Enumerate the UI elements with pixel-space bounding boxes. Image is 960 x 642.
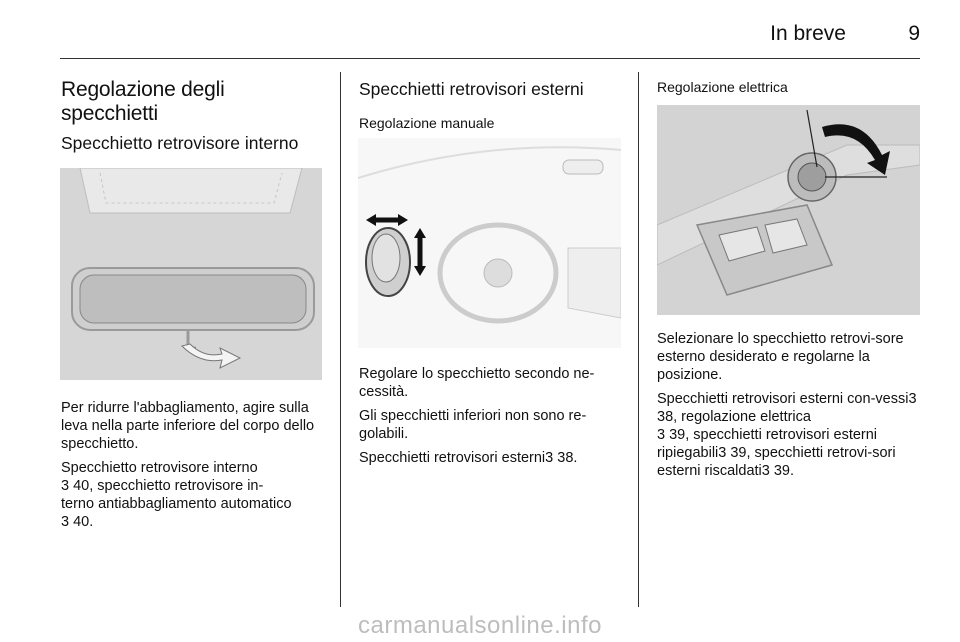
page-ref[interactable]: 40. <box>69 514 94 530</box>
reference-link[interactable]: Specchietti retrovisori esterni con-vessi <box>657 391 909 407</box>
reference-arrow-icon: 3 <box>718 445 727 461</box>
reference-link[interactable]: 39, specchietti retrovisori esterni ripiegabili <box>657 427 878 461</box>
reference-arrow-icon: 3 <box>908 391 917 407</box>
reference-link[interactable]: 38, regolazione elettrica <box>657 409 811 425</box>
interior-mirror-illustration <box>60 168 322 380</box>
mirror-control-switch-drawing <box>657 105 920 315</box>
exterior-mirror-electric-illustration <box>657 105 920 315</box>
reference-arrow-icon: 3 <box>657 427 666 443</box>
column-divider <box>638 72 639 607</box>
column-3-text <box>657 330 920 480</box>
paragraph: Selezionare lo specchietto retrovi-sore esterno desiderato e regolarne la posizione. <box>657 331 904 383</box>
paragraph-references <box>359 449 621 467</box>
section-title: In breve <box>770 22 846 45</box>
column-1-text <box>61 399 323 531</box>
reference-link[interactable]: terno antiabbagliamento automatico <box>61 496 292 512</box>
page-number: 9 <box>908 22 920 45</box>
interior-mirror-drawing <box>60 168 322 380</box>
column-2-text <box>359 365 621 467</box>
reference-link[interactable]: 40, specchietto retrovisore in- <box>69 478 264 494</box>
reference-arrow-icon: 3 <box>761 463 770 479</box>
subsection-heading: Regolazione elettrica <box>657 79 788 95</box>
page-ref[interactable]: 39. <box>769 463 795 479</box>
paragraph: Regolare lo specchietto secondo ne-cessità. <box>359 366 595 400</box>
column-1 <box>61 72 323 154</box>
page-ref[interactable]: 38. <box>553 450 578 466</box>
watermark: carmanualsonline.info <box>358 612 602 639</box>
reference-arrow-icon: 3 <box>61 514 70 530</box>
page-header <box>60 18 920 59</box>
exterior-mirror-manual-drawing <box>358 138 621 348</box>
column-divider <box>340 72 341 607</box>
reference-link[interactable]: Specchietto retrovisore interno <box>61 460 258 476</box>
subsection-heading: Regolazione manuale <box>359 115 495 131</box>
column-2 <box>359 72 621 132</box>
paragraph-references <box>657 390 920 480</box>
section-heading: Specchietto retrovisore interno <box>61 133 299 153</box>
reference-link[interactable]: 39, specchietti retrovi-sori esterni riscaldati <box>657 445 896 479</box>
reference-arrow-icon: 3 <box>545 450 554 466</box>
reference-link[interactable]: Specchietti retrovisori esterni <box>359 450 546 466</box>
section-heading: Specchietti retrovisori esterni <box>359 79 584 99</box>
page-heading: Regolazione degli specchietti <box>61 78 225 125</box>
column-3 <box>657 72 920 96</box>
paragraph: Gli specchietti inferiori non sono re-golabili. <box>359 408 587 442</box>
paragraph: Per ridurre l'abbagliamento, agire sulla leva nella parte inferiore del corpo dello specchietto. <box>61 400 315 452</box>
reference-arrow-icon: 3 <box>61 478 70 494</box>
paragraph-references <box>61 459 323 531</box>
exterior-mirror-manual-illustration <box>358 138 621 348</box>
